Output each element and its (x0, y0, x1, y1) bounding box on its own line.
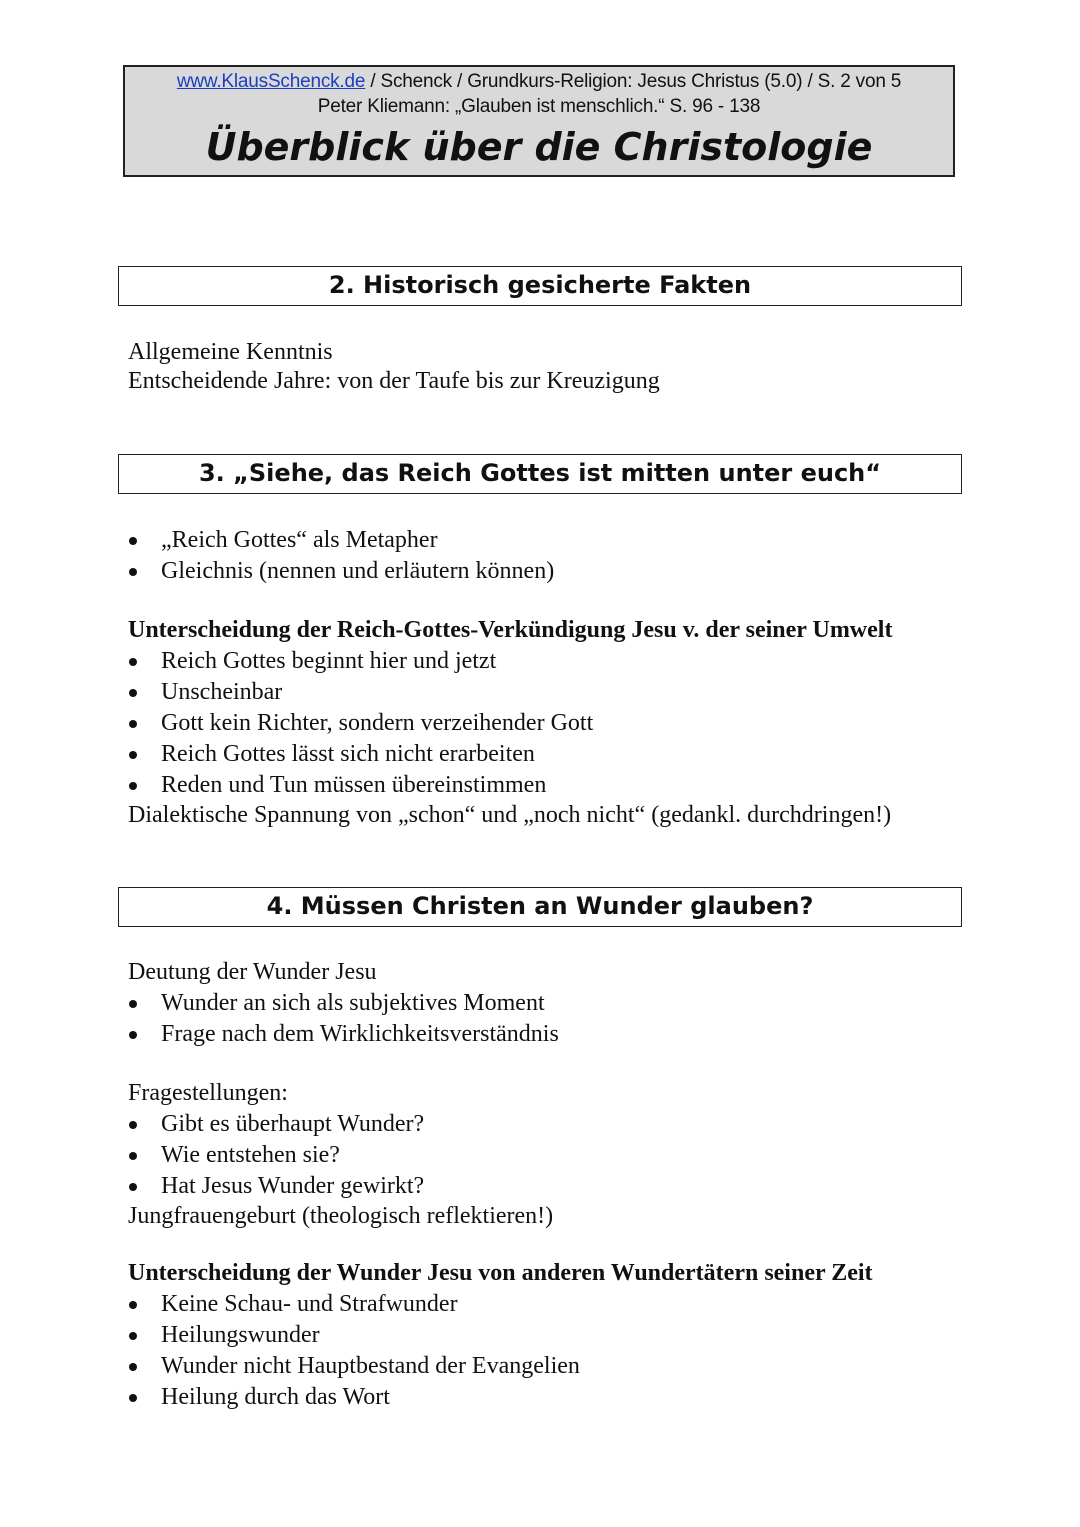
header-course-info: / Schenck / Grundkurs-Religion: Jesus Christus (5.0) / S. 2 von 5 (365, 71, 902, 92)
list-item: Wie entstehen sie? (128, 1140, 424, 1171)
header-book-reference: Peter Kliemann: „Glauben ist menschlich.“ S. 96 - 138 (317, 96, 761, 117)
section-4-heading: 4. Müssen Christen an Wunder glauben? (118, 887, 962, 927)
section-4-intro: Deutung der Wunder Jesu (128, 959, 377, 985)
list-item: Reden und Tun müssen übereinstimmen (128, 770, 593, 801)
section-4-questions-label: Fragestellungen: (128, 1080, 288, 1106)
section-2-heading: 2. Historisch gesicherte Fakten (118, 266, 962, 306)
list-item: Heilungswunder (128, 1320, 580, 1351)
list-item: „Reich Gottes“ als Metapher (128, 525, 554, 556)
section-4-subheading: Unterscheidung der Wunder Jesu von anderen Wundertätern seiner Zeit (128, 1260, 873, 1286)
section-2-line-1: Allgemeine Kenntnis (128, 339, 333, 365)
list-item: Reich Gottes lässt sich nicht erarbeiten (128, 739, 593, 770)
section-3-heading: 3. „Siehe, das Reich Gottes ist mitten unter euch“ (118, 454, 962, 494)
list-item: Reich Gottes beginnt hier und jetzt (128, 646, 593, 677)
list-item: Hat Jesus Wunder gewirkt? (128, 1171, 424, 1202)
list-item: Frage nach dem Wirklichkeitsverständnis (128, 1019, 559, 1050)
list-item: Heilung durch das Wort (128, 1382, 580, 1413)
section-3-bullet-list-1 (128, 525, 554, 587)
section-3-subheading: Unterscheidung der Reich-Gottes-Verkündigung Jesu v. der seiner Umwelt (128, 617, 893, 643)
page-header (123, 65, 955, 177)
list-item: Gibt es überhaupt Wunder? (128, 1109, 424, 1140)
section-2-line-2: Entscheidende Jahre: von der Taufe bis zur Kreuzigung (128, 368, 660, 394)
website-link[interactable]: www.KlausSchenck.de (176, 71, 366, 92)
header-source-line (125, 71, 953, 93)
section-4-bullet-list-1 (128, 988, 559, 1050)
page-title: Überblick über die Christologie (205, 125, 873, 169)
section-3-bullet-list-2 (128, 646, 593, 801)
section-4-bullet-list-3 (128, 1289, 580, 1413)
section-4-bullet-list-2 (128, 1109, 424, 1202)
list-item: Wunder nicht Hauptbestand der Evangelien (128, 1351, 580, 1382)
list-item: Keine Schau- und Strafwunder (128, 1289, 580, 1320)
section-3-closing: Dialektische Spannung von „schon“ und „noch nicht“ (gedankl. durchdringen!) (128, 802, 892, 828)
list-item: Wunder an sich als subjektives Moment (128, 988, 559, 1019)
list-item: Unscheinbar (128, 677, 593, 708)
list-item: Gleichnis (nennen und erläutern können) (128, 556, 554, 587)
list-item: Gott kein Richter, sondern verzeihender Gott (128, 708, 593, 739)
section-4-closing: Jungfrauengeburt (theologisch reflektieren!) (128, 1203, 554, 1229)
